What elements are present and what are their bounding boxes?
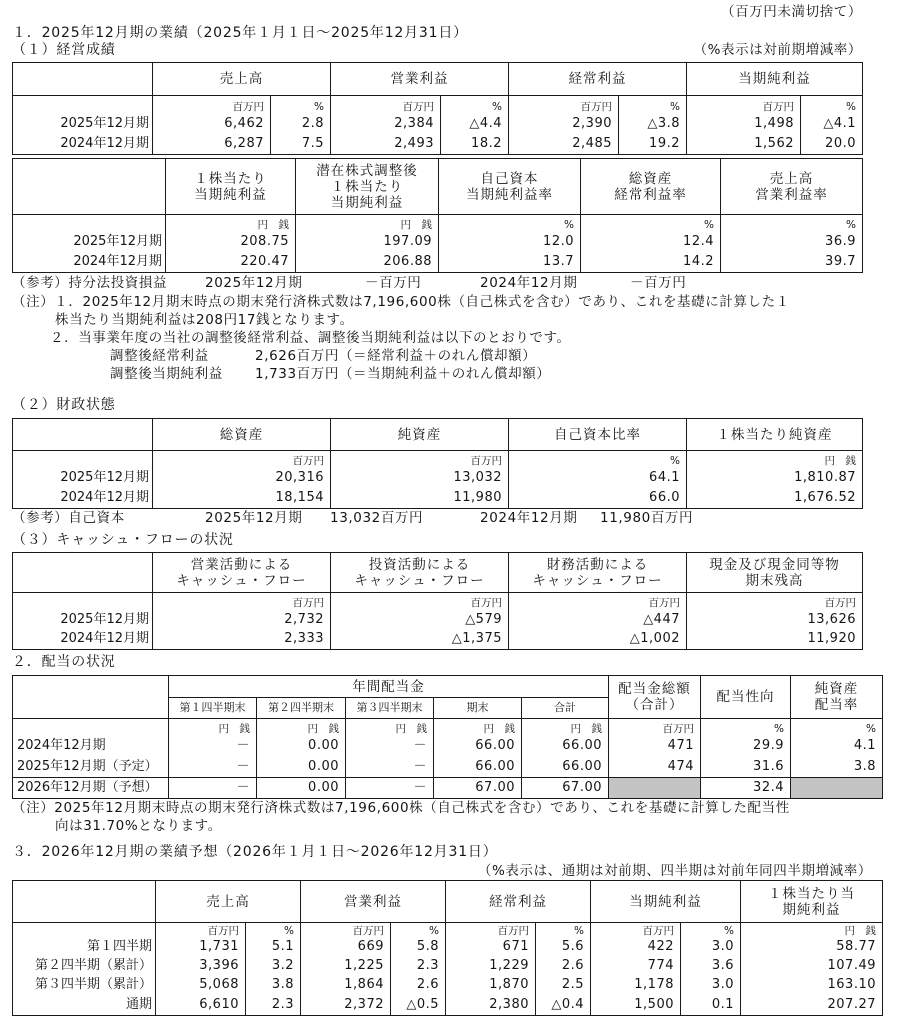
- dividend-note-line-2: 向は31.70%となります。: [55, 818, 222, 834]
- header-line: 当期純利益: [194, 186, 267, 203]
- value-cell: －: [169, 757, 257, 778]
- header-financing-cf: [509, 553, 687, 593]
- table-row: [13, 736, 883, 757]
- header-line: キャッシュ・フロー: [532, 572, 663, 589]
- value-cell: 67.00: [434, 778, 522, 799]
- equity-ref-value-prior: 11,980百万円: [600, 510, 694, 526]
- header-line: 投資活動による: [368, 556, 471, 573]
- header-line: １株当たり当: [768, 885, 855, 902]
- adjusted-net-income-label: 調整後当期純利益: [110, 366, 223, 382]
- unit-cell: 百万円: [509, 96, 619, 114]
- table-row: [13, 757, 883, 778]
- value-cell: 3.2: [246, 957, 301, 976]
- units-label-cell: [13, 593, 153, 610]
- value-cell: 2,390: [509, 114, 619, 134]
- section-1-title: １．2025年12月期の業績（2025年１月１日～2025年12月31日）: [12, 25, 468, 41]
- value-cell: 5.6: [536, 938, 591, 957]
- value-cell: 58.77: [741, 938, 883, 957]
- header-roe: [439, 159, 581, 215]
- value-cell: △0.5: [391, 995, 446, 1016]
- value-cell: △0.4: [536, 995, 591, 1016]
- section-2-title: ２．配当の状況: [12, 654, 116, 670]
- value-cell: △579: [331, 610, 509, 630]
- value-cell: 36.9: [721, 232, 863, 252]
- table-row: [13, 134, 863, 155]
- value-cell: 1,870: [446, 976, 536, 995]
- header-eps: [166, 159, 296, 215]
- value-cell: 0.00: [257, 778, 346, 799]
- adjusted-ordinary-income-value: 2,626百万円（＝経常利益＋のれん償却額）: [255, 348, 537, 364]
- header-operating-income: 営業利益: [331, 63, 509, 96]
- units-row: [13, 923, 883, 938]
- value-cell: 207.27: [741, 995, 883, 1016]
- table-row: [13, 995, 883, 1016]
- value-cell: 1,498: [687, 114, 801, 134]
- equity-method-ref-period-prior: 2024年12月期: [480, 275, 578, 291]
- header-net-sales: 売上高: [153, 63, 331, 96]
- value-cell: 13,626: [687, 610, 863, 630]
- unit-cell: 円 銭: [741, 923, 883, 938]
- row-label: 2025年12月期: [13, 232, 166, 252]
- unit-cell: 百万円: [153, 96, 271, 114]
- header-line: 配当金総額: [618, 681, 691, 697]
- header-annual-total: 合計: [522, 698, 609, 719]
- equity-ref-period-prior: 2024年12月期: [480, 510, 578, 526]
- header-q1-end: 第１四半期末: [169, 698, 257, 719]
- section-3-title: ３．2026年12月期の業績予想（2026年１月１日～2026年12月31日）: [12, 844, 498, 860]
- adjusted-ordinary-income-label: 調整後経常利益: [110, 348, 209, 364]
- value-cell: 2.6: [391, 976, 446, 995]
- not-applicable-cell: [791, 778, 883, 799]
- unit-cell: 百万円: [687, 96, 801, 114]
- header-blank: [13, 63, 153, 96]
- value-cell: 208.75: [166, 232, 296, 252]
- value-cell: 1,562: [687, 134, 801, 155]
- header-net-sales: 売上高: [156, 881, 301, 923]
- header-blank: [13, 419, 153, 451]
- row-label: 2025年12月期: [13, 468, 153, 488]
- unit-cell: 円 銭: [166, 215, 296, 232]
- table-row: [13, 252, 863, 273]
- unit-cell: 円 銭: [522, 719, 609, 736]
- unit-cell: 百万円: [591, 923, 681, 938]
- unit-cell: 円 銭: [169, 719, 257, 736]
- financial-position-table: [12, 418, 863, 509]
- header-diluted-eps: [296, 159, 439, 215]
- unit-cell: 百万円: [153, 451, 331, 468]
- adjusted-net-income-value: 1,733百万円（＝当期純利益＋のれん償却額）: [255, 366, 551, 382]
- unit-cell: %: [439, 215, 581, 232]
- value-cell: 2,384: [331, 114, 441, 134]
- value-cell: 6,462: [153, 114, 271, 134]
- row-label: 2025年12月期（予定）: [13, 757, 169, 778]
- value-cell: 12.4: [581, 232, 721, 252]
- value-cell: 66.00: [522, 757, 609, 778]
- value-cell: －: [346, 757, 434, 778]
- value-cell: 2,380: [446, 995, 536, 1016]
- value-cell: 2,732: [153, 610, 331, 630]
- row-label: 2025年12月期: [13, 610, 153, 630]
- value-cell: 3.8: [246, 976, 301, 995]
- table-row: [13, 468, 863, 488]
- header-line: 期純利益: [782, 901, 841, 918]
- value-cell: 0.00: [257, 757, 346, 778]
- equity-method-ref-label: （参考）持分法投資損益: [12, 275, 168, 291]
- unit-cell: 百万円: [331, 593, 509, 610]
- header-net-assets: 純資産: [331, 419, 509, 451]
- value-cell: 2.6: [536, 957, 591, 976]
- value-cell: －: [346, 736, 434, 757]
- value-cell: 3,396: [156, 957, 246, 976]
- header-line: １株当たり: [194, 170, 267, 187]
- value-cell: 1,676.52: [687, 488, 863, 509]
- value-cell: 774: [591, 957, 681, 976]
- header-line: キャッシュ・フロー: [354, 572, 485, 589]
- cash-flow-heading: （３）キャッシュ・フローの状況: [12, 532, 234, 548]
- results-heading: （１）経営成績: [12, 42, 116, 58]
- not-applicable-cell: [609, 778, 701, 799]
- header-year-end: 期末: [434, 698, 522, 719]
- value-cell: 206.88: [296, 252, 439, 273]
- header-line: 配当率: [814, 697, 859, 713]
- header-annual-dividends: 年間配当金: [169, 676, 609, 698]
- value-cell: 64.1: [509, 468, 687, 488]
- table-row: [13, 114, 863, 134]
- unit-cell: %: [581, 215, 721, 232]
- unit-cell: %: [271, 96, 331, 114]
- value-cell: 2.3: [246, 995, 301, 1016]
- unit-cell: %: [536, 923, 591, 938]
- value-cell: 1,731: [156, 938, 246, 957]
- header-line: 売上高: [769, 170, 814, 187]
- header-operating-income: 営業利益: [301, 881, 446, 923]
- value-cell: 5,068: [156, 976, 246, 995]
- value-cell: 67.00: [522, 778, 609, 799]
- row-label: 第２四半期（累計）: [13, 957, 156, 976]
- header-line: 経常利益率: [614, 186, 687, 203]
- unit-cell: %: [681, 923, 741, 938]
- header-dividend-total: [609, 676, 701, 719]
- value-cell: 11,980: [331, 488, 509, 509]
- row-label: 2024年12月期: [13, 488, 153, 509]
- value-cell: 39.7: [721, 252, 863, 273]
- unit-cell: 円 銭: [257, 719, 346, 736]
- value-cell: 66.00: [522, 736, 609, 757]
- units-row: [13, 96, 863, 114]
- value-cell: 2.5: [536, 976, 591, 995]
- header-doe: [791, 676, 883, 719]
- header-line: 現金及び現金同等物: [709, 556, 840, 573]
- value-cell: 107.49: [741, 957, 883, 976]
- units-row: [13, 215, 863, 232]
- value-cell: 66.00: [434, 736, 522, 757]
- equity-ref-label: （参考）自己資本: [12, 510, 125, 526]
- unit-cell: %: [701, 719, 791, 736]
- header-total-assets: 総資産: [153, 419, 331, 451]
- note-1-line-2: 株当たり当期純利益は208円17銭となります。: [55, 312, 354, 328]
- value-cell: 2.8: [271, 114, 331, 134]
- value-cell: 671: [446, 938, 536, 957]
- value-cell: 3.8: [791, 757, 883, 778]
- header-line: 純資産: [814, 681, 859, 697]
- units-row: [13, 451, 863, 468]
- units-label-cell: [13, 923, 156, 938]
- header-line: １株当たり: [330, 178, 404, 195]
- value-cell: 1,810.87: [687, 468, 863, 488]
- header-line: 財務活動による: [546, 556, 649, 573]
- value-cell: －: [169, 736, 257, 757]
- value-cell: 29.9: [701, 736, 791, 757]
- equity-method-ref-value-current: －百万円: [365, 275, 422, 291]
- value-cell: 3.0: [681, 938, 741, 957]
- row-label: 2024年12月期: [13, 630, 153, 650]
- value-cell: △4.4: [441, 114, 509, 134]
- row-label: 2024年12月期: [13, 134, 153, 155]
- value-cell: 1,864: [301, 976, 391, 995]
- value-cell: 13,032: [331, 468, 509, 488]
- unit-cell: 円 銭: [434, 719, 522, 736]
- unit-cell: %: [721, 215, 863, 232]
- row-label: 2024年12月期: [13, 252, 166, 273]
- unit-cell: 百万円: [331, 96, 441, 114]
- header-line: 総資産: [628, 170, 673, 187]
- equity-ref-period-current: 2025年12月期: [205, 510, 303, 526]
- value-cell: 18.2: [441, 134, 509, 155]
- value-cell: 20,316: [153, 468, 331, 488]
- header-line: キャッシュ・フロー: [176, 572, 307, 589]
- forecast-table: [12, 880, 883, 1016]
- unit-cell: 百万円: [687, 593, 863, 610]
- header-line: 営業利益率: [755, 186, 828, 203]
- table-row: [13, 610, 863, 630]
- value-cell: 1,229: [446, 957, 536, 976]
- row-label: 第１四半期: [13, 938, 156, 957]
- header-ordinary-income: 経常利益: [446, 881, 591, 923]
- table-row: [13, 232, 863, 252]
- row-label: 2024年12月期: [13, 736, 169, 757]
- header-line: 自己資本: [480, 170, 539, 187]
- header-operating-margin: [721, 159, 863, 215]
- table-row: [13, 778, 883, 799]
- units-label-cell: [13, 719, 169, 736]
- value-cell: 6,287: [153, 134, 271, 155]
- value-cell: 2,493: [331, 134, 441, 155]
- value-cell: 32.4: [701, 778, 791, 799]
- value-cell: 19.2: [619, 134, 687, 155]
- value-cell: 1,178: [591, 976, 681, 995]
- units-label-cell: [13, 451, 153, 468]
- per-share-ratios-table: [12, 158, 863, 273]
- value-cell: 13.7: [439, 252, 581, 273]
- table-row: [13, 957, 883, 976]
- unit-cell: 百万円: [509, 593, 687, 610]
- value-cell: △3.8: [619, 114, 687, 134]
- header-blank: [13, 159, 166, 215]
- value-cell: 6,610: [156, 995, 246, 1016]
- header-net-income: 当期純利益: [591, 881, 741, 923]
- value-cell: 31.6: [701, 757, 791, 778]
- rounding-note: （百万円未満切捨て）: [721, 4, 862, 20]
- header-line: 期末残高: [745, 572, 804, 589]
- value-cell: 0.1: [681, 995, 741, 1016]
- note-1-line-1: （注）１．2025年12月期末時点の期末発行済株式数は7,196,600株（自己株式を含む）であり、これを基礎に計算した１: [12, 294, 790, 310]
- dividend-note-line-1: （注）2025年12月期末時点の期末発行済株式数は7,196,600株（自己株式を含む）であり、これを基礎に計算した配当性: [12, 800, 790, 816]
- value-cell: 18,154: [153, 488, 331, 509]
- unit-cell: %: [791, 719, 883, 736]
- value-cell: 197.09: [296, 232, 439, 252]
- value-cell: －: [346, 778, 434, 799]
- unit-cell: 百万円: [446, 923, 536, 938]
- header-equity-ratio: 自己資本比率: [509, 419, 687, 451]
- value-cell: 2.3: [391, 957, 446, 976]
- value-cell: 66.0: [509, 488, 687, 509]
- header-eps: [741, 881, 883, 923]
- value-cell: 4.1: [791, 736, 883, 757]
- table-row: [13, 938, 883, 957]
- unit-cell: 円 銭: [296, 215, 439, 232]
- header-blank: [13, 553, 153, 593]
- value-cell: △1,002: [509, 630, 687, 650]
- unit-cell: 百万円: [153, 593, 331, 610]
- value-cell: 1,225: [301, 957, 391, 976]
- value-cell: 2,485: [509, 134, 619, 155]
- unit-cell: 円 銭: [687, 451, 863, 468]
- value-cell: 20.0: [801, 134, 863, 155]
- header-operating-cf: [153, 553, 331, 593]
- value-cell: △4.1: [801, 114, 863, 134]
- row-label: 第３四半期（累計）: [13, 976, 156, 995]
- unit-cell: %: [801, 96, 863, 114]
- header-q2-end: 第２四半期末: [257, 698, 346, 719]
- units-label-cell: [13, 96, 153, 114]
- forecast-percent-note: （%表示は、通期は対前期、四半期は対前年同四半期増減率）: [477, 863, 872, 879]
- header-line: 当期純利益率: [466, 186, 553, 203]
- value-cell: 471: [609, 736, 701, 757]
- table-row: [13, 488, 863, 509]
- equity-method-ref-value-prior: －百万円: [630, 275, 687, 291]
- value-cell: 220.47: [166, 252, 296, 273]
- header-investing-cf: [331, 553, 509, 593]
- header-q3-end: 第３四半期末: [346, 698, 434, 719]
- unit-cell: %: [509, 451, 687, 468]
- value-cell: 474: [609, 757, 701, 778]
- header-payout-ratio: 配当性向: [701, 676, 791, 719]
- units-label-cell: [13, 215, 166, 232]
- header-line: 当期純利益: [330, 194, 404, 211]
- units-row: [13, 593, 863, 610]
- unit-cell: %: [391, 923, 446, 938]
- value-cell: 12.0: [439, 232, 581, 252]
- equity-ref-value-current: 13,032百万円: [330, 510, 424, 526]
- row-label: 通期: [13, 995, 156, 1016]
- value-cell: －: [169, 778, 257, 799]
- value-cell: 7.5: [271, 134, 331, 155]
- header-line: 営業活動による: [190, 556, 293, 573]
- value-cell: 14.2: [581, 252, 721, 273]
- value-cell: △1,375: [331, 630, 509, 650]
- value-cell: 163.10: [741, 976, 883, 995]
- unit-cell: 百万円: [301, 923, 391, 938]
- unit-cell: 百万円: [609, 719, 701, 736]
- header-line: 潜在株式調整後: [316, 162, 418, 179]
- value-cell: 669: [301, 938, 391, 957]
- equity-method-ref-period-current: 2025年12月期: [205, 275, 303, 291]
- header-ordinary-income: 経常利益: [509, 63, 687, 96]
- note-2-line-1: ２．当事業年度の当社の調整後経常利益、調整後当期純利益は以下のとおりです。: [50, 330, 571, 346]
- value-cell: 1,500: [591, 995, 681, 1016]
- header-cash-ending: [687, 553, 863, 593]
- value-cell: 2,333: [153, 630, 331, 650]
- unit-cell: %: [619, 96, 687, 114]
- units-row: [13, 719, 883, 736]
- value-cell: 5.1: [246, 938, 301, 957]
- cash-flow-table: [12, 552, 863, 650]
- value-cell: 2,372: [301, 995, 391, 1016]
- value-cell: 0.00: [257, 736, 346, 757]
- operating-results-table: [12, 62, 863, 155]
- dividends-table: [12, 675, 883, 799]
- row-label: 2025年12月期: [13, 114, 153, 134]
- header-bps: １株当たり純資産: [687, 419, 863, 451]
- value-cell: 66.00: [434, 757, 522, 778]
- value-cell: △447: [509, 610, 687, 630]
- financial-position-heading: （２）財政状態: [12, 397, 116, 413]
- header-net-income: 当期純利益: [687, 63, 863, 96]
- header-blank: [13, 881, 156, 923]
- value-cell: 422: [591, 938, 681, 957]
- value-cell: 11,920: [687, 630, 863, 650]
- table-row: [13, 630, 863, 650]
- header-roa: [581, 159, 721, 215]
- value-cell: 5.8: [391, 938, 446, 957]
- header-line: （合計）: [625, 697, 684, 713]
- row-label: 2026年12月期（予想）: [13, 778, 169, 799]
- unit-cell: 百万円: [156, 923, 246, 938]
- unit-cell: 円 銭: [346, 719, 434, 736]
- unit-cell: %: [441, 96, 509, 114]
- unit-cell: 百万円: [331, 451, 509, 468]
- value-cell: 3.0: [681, 976, 741, 995]
- value-cell: 3.6: [681, 957, 741, 976]
- results-percent-note: （%表示は対前期増減率）: [693, 42, 862, 58]
- unit-cell: %: [246, 923, 301, 938]
- header-blank: [13, 676, 169, 719]
- table-row: [13, 976, 883, 995]
